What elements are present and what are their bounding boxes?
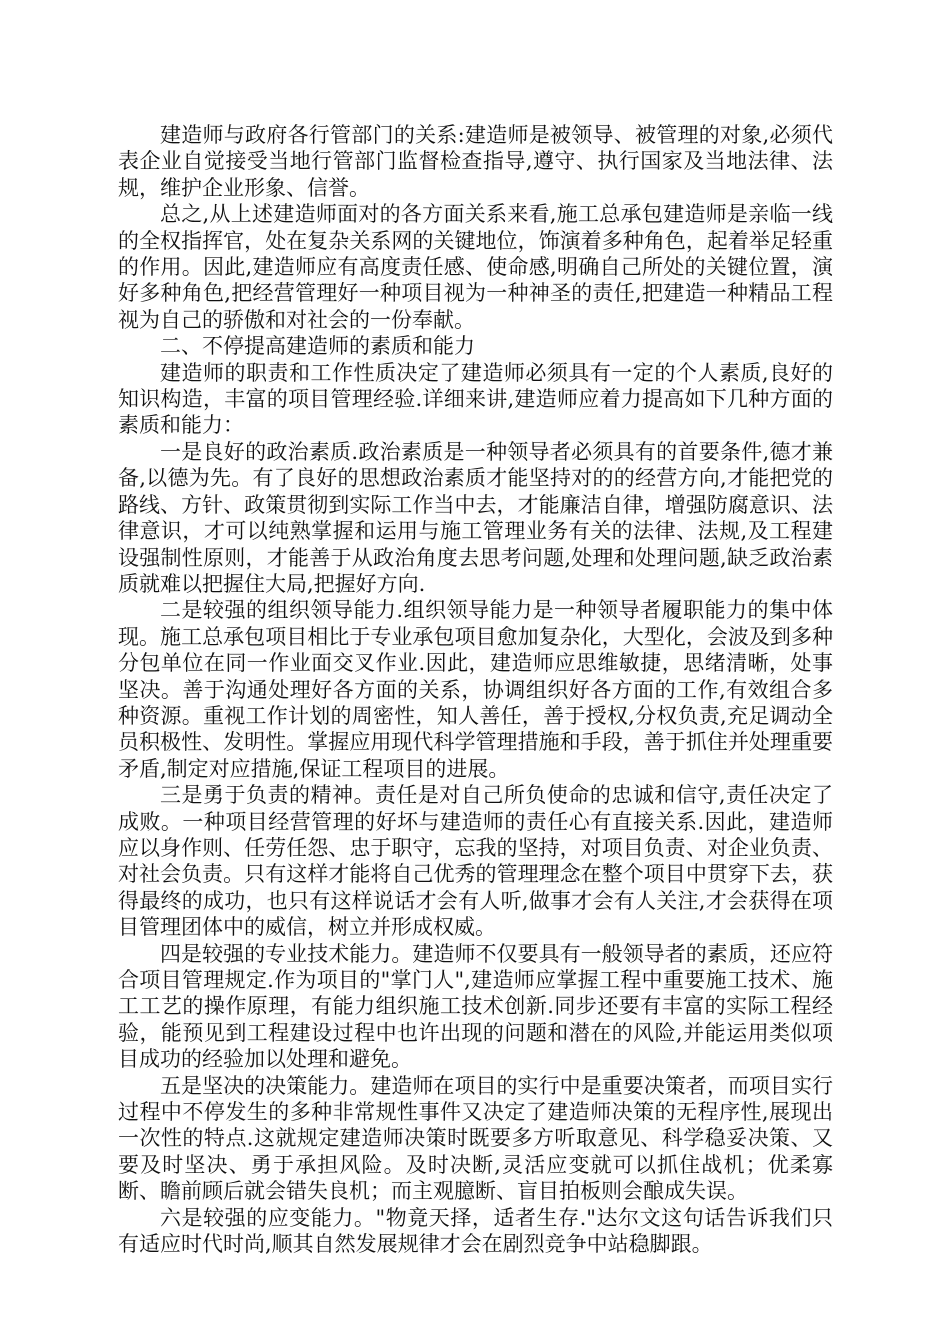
paragraph-6: 三是勇于负责的精神。责任是对自己所负使命的忠诚和信守,责任决定了成败。一种项目经营管理的好坏与建造师的责任心有直接关系.因此，建造师应以身作则、任劳任怨、忠于职守，忘我的坚持，对项目负责、对企业负责、对社会负责。只有这样才能将自己优秀的管理理念在整个项目中贯穿下去，获得最终的成功，也只有这样说话才会有人听,做事才会有人关注,才会获得在项目管理团体中的威信，树立并形成权威。 [118, 783, 833, 940]
paragraph-2: 总之,从上述建造师面对的各方面关系来看,施工总承包建造师是亲临一线的全权指挥官，处在复杂关系网的关键地位，饰演着多种角色，起着举足轻重的作用。因此,建造师应有高度责任感、使命感,明确自己所处的关键位置，演好多种角色,把经营管理好一种项目视为一种神圣的责任,把建造一种精品工程视为自己的骄傲和对社会的一份奉献。 [118, 202, 833, 332]
paragraph-3: 建造师的职责和工作性质决定了建造师必须具有一定的个人素质,良好的知识构造，丰富的项目管理经验.详细来讲,建造师应着力提高如下几种方面的素质和能力： [118, 360, 833, 438]
paragraph-4: 一是良好的政治素质.政治素质是一种领导者必须具有的首要条件,德才兼备,以德为先。有了良好的思想政治素质才能坚持对的的经营方向,才能把党的路线、方针、政策贯彻到实际工作当中去，才能廉洁自律，增强防腐意识、法律意识，才可以纯熟掌握和运用与施工管理业务有关的法律、法规,及工程建设强制性原则，才能善于从政治角度去思考问题,处理和处理问题,缺乏政治素质就难以把握住大局,把握好方向. [118, 439, 833, 596]
paragraph-7: 四是较强的专业技术能力。建造师不仅要具有一般领导者的素质，还应符合项目管理规定.作为项目的"掌门人",建造师应掌握工程中重要施工技术、施工工艺的操作原理，有能力组织施工技术创新.同步还要有丰富的实际工程经验，能预见到工程建设过程中也许出现的问题和潜在的风险,并能运用类似项目成功的经验加以处理和避免。 [118, 941, 833, 1072]
paragraph-1: 建造师与政府各行管部门的关系:建造师是被领导、被管理的对象,必须代表企业自觉接受当地行管部门监督检查指导,遵守、执行国家及当地法律、法规，维护企业形象、信誉。 [118, 123, 833, 200]
paragraph-5: 二是较强的组织领导能力.组织领导能力是一种领导者履职能力的集中体现。施工总承包项目相比于专业承包项目愈加复杂化，大型化，会波及到多种分包单位在同一作业面交叉作业.因此，建造师应思维敏捷，思绪清晰，处事坚决。善于沟通处理好各方面的关系，协调组织好各方面的工作,有效组合多种资源。重视工作计划的周密性，知人善任，善于授权,分权负责,充足调动全员积极性、发明性。掌握应用现代科学管理措施和手段，善于抓住并处理重要矛盾,制定对应措施,保证工程项目的进展。 [118, 598, 833, 781]
document-body [118, 122, 833, 1257]
section-heading: 二、不停提高建造师的素质和能力 [160, 334, 475, 359]
paragraph-8: 五是坚决的决策能力。建造师在项目的实行中是重要决策者，而项目实行过程中不停发生的多种非常规性事件又决定了建造师决策的无程序性,展现出一次性的特点.这就规定建造师决策时既要多方听取意见、科学稳妥决策、又要及时坚决、勇于承担风险。及时决断,灵活应变就可以抓住战机；优柔寡断、瞻前顾后就会错失良机；而主观臆断、盲目拍板则会酿成失误。 [118, 1073, 833, 1204]
paragraph-9: 六是较强的应变能力。"物竟天择，适者生存."达尔文这句话告诉我们只有适应时代时尚,顺其自然发展规律才会在剧烈竞争中站稳脚跟。 [118, 1205, 833, 1257]
